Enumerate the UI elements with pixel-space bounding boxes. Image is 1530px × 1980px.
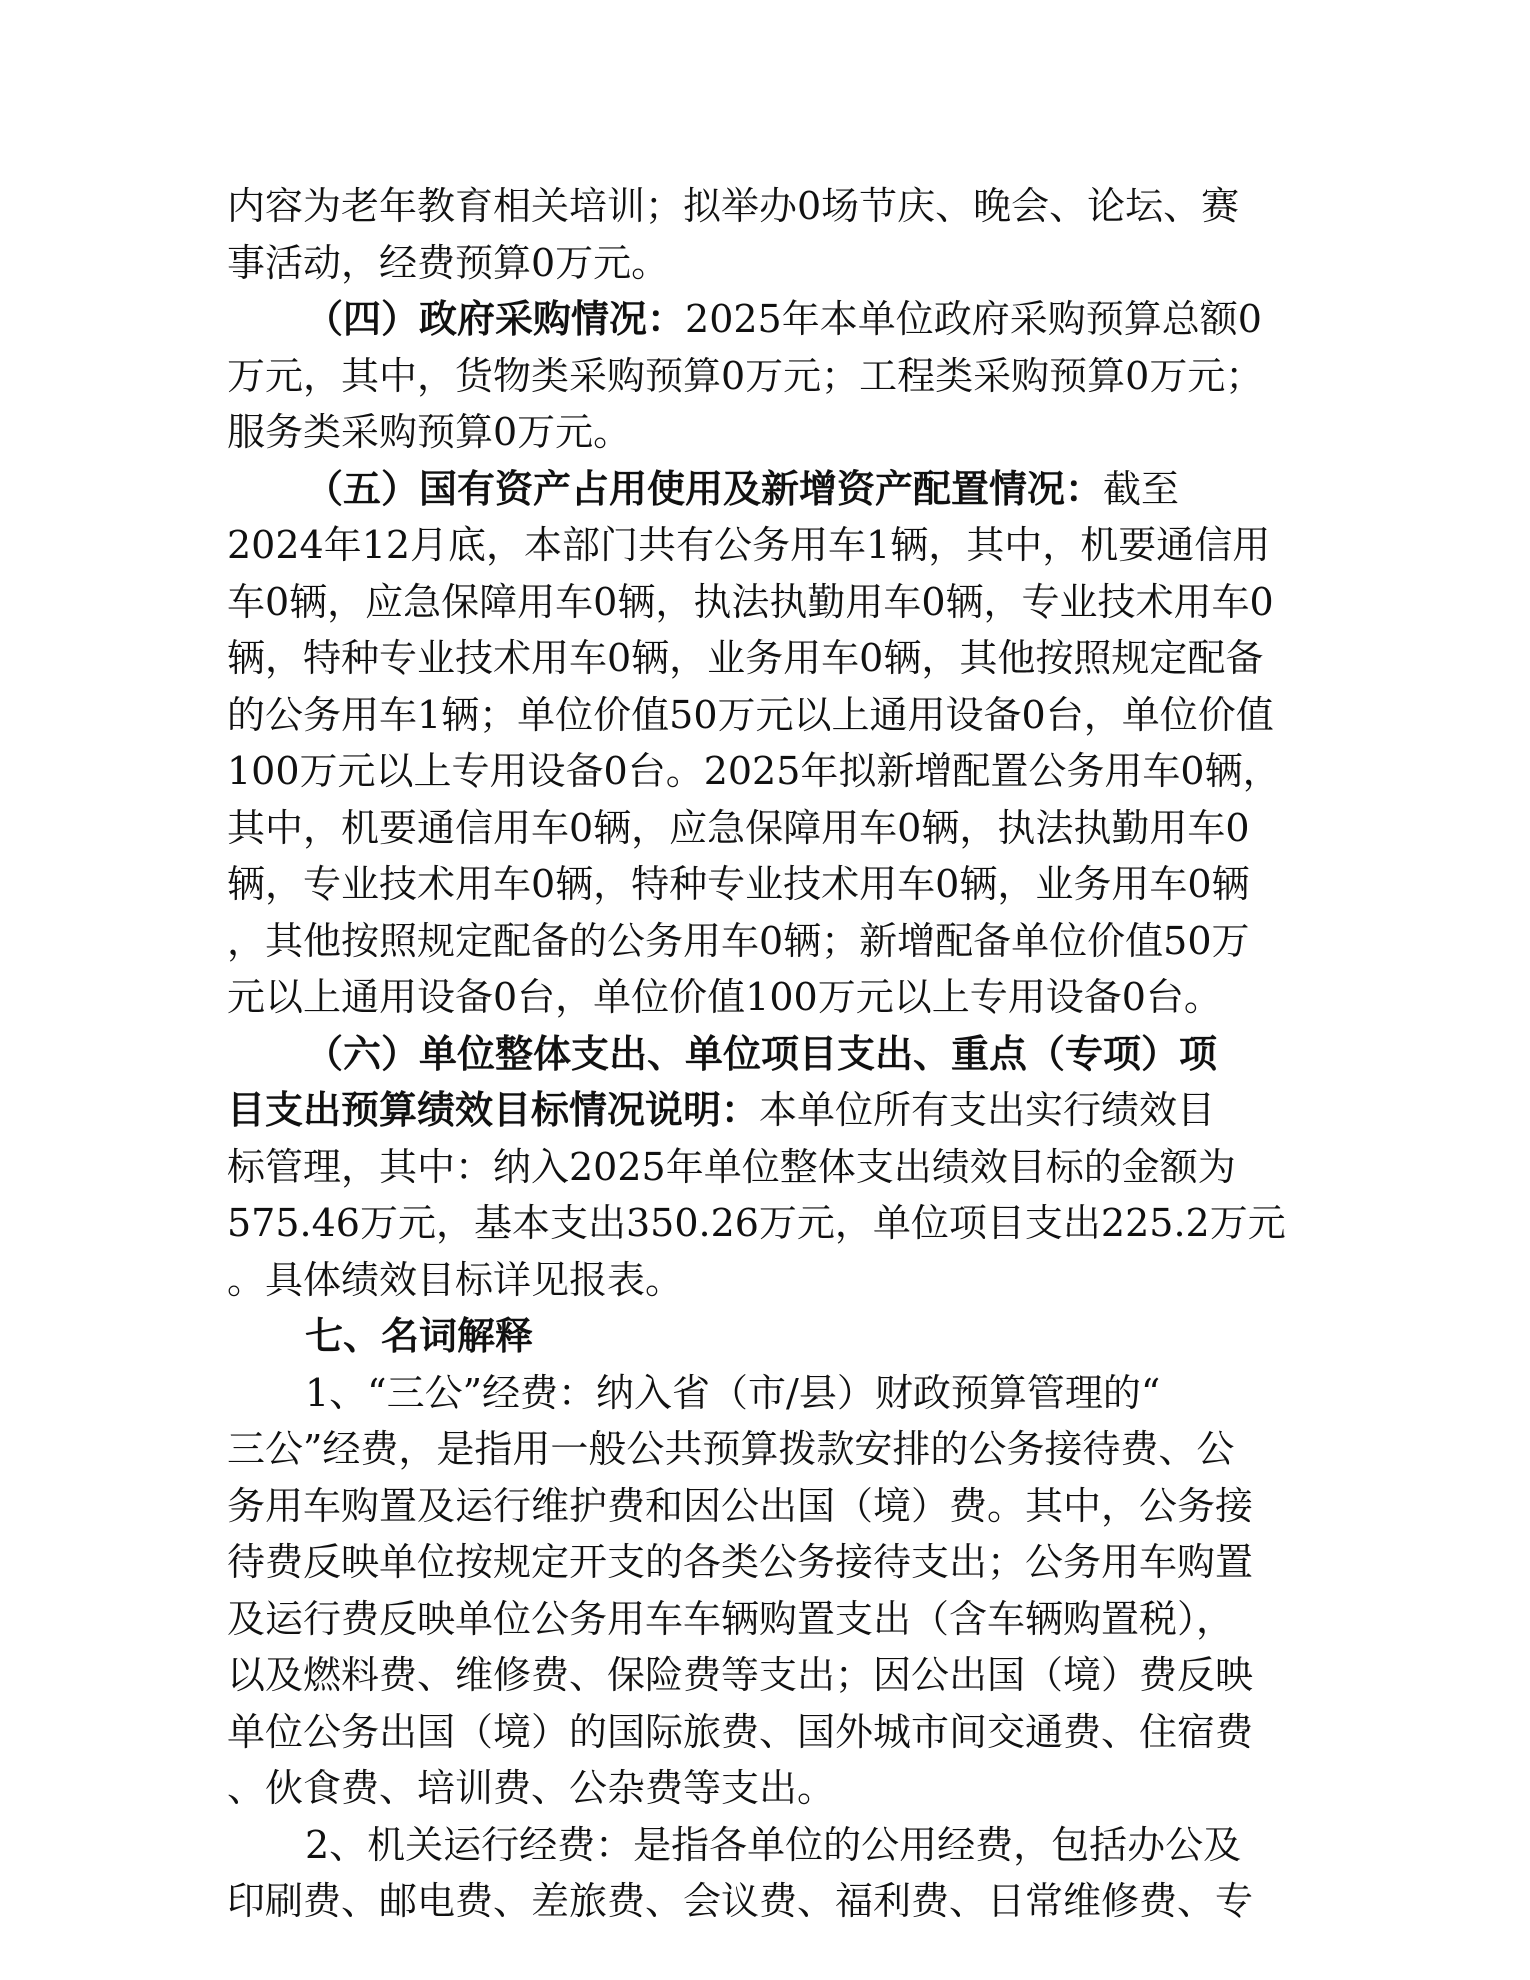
text-line [227,404,1303,461]
text-line [227,178,1303,235]
body-text: 内容为老年教育相关培训；拟举办0场节庆、晚会、论坛、赛 [227,184,1240,228]
bold-heading: 目支出预算绩效目标情况说明： [227,1087,760,1132]
text-line [227,1026,1303,1083]
bold-heading: （六）单位整体支出、单位项目支出、重点（专项）项 [305,1030,1218,1076]
text-line [227,1534,1303,1591]
text-line [227,235,1303,292]
body-text: 1、“三公”经费：纳入省（市/县）财政预算管理的“ [305,1370,1161,1415]
bold-heading: （五）国有资产占用使用及新增资产配置情况： [305,465,1104,511]
text-line [227,743,1303,800]
text-line [227,1252,1303,1309]
body-text: 事活动，经费预算0万元。 [227,240,670,285]
text-line [227,348,1303,405]
text-line [227,1421,1303,1478]
body-text: 万元，其中，货物类采购预算0万元；工程类采购预算0万元； [227,353,1264,398]
text-line [227,630,1303,687]
text-line [227,1478,1303,1535]
body-text: 印刷费、邮电费、差旅费、会议费、福利费、日常维修费、专 [227,1879,1254,1923]
text-line [227,1817,1303,1874]
text-line [227,291,1303,348]
body-text: 、伙食费、培训费、公杂费等支出。 [227,1766,836,1810]
body-text: 其中，机要通信用车0辆，应急保障用车0辆，执法执勤用车0 [227,805,1250,850]
body-text: 车0辆，应急保障用车0辆，执法执勤用车0辆，专业技术用车0 [227,579,1274,624]
text-line [227,1195,1303,1252]
text-line [227,1308,1303,1365]
document-page [227,178,1303,1930]
body-text: 2025年本单位政府采购预算总额0 [685,297,1262,341]
body-text: 单位公务出国（境）的国际旅费、国外城市间交通费、住宿费 [227,1709,1254,1754]
body-text: 2024年12月底，本部门共有公务用车1辆，其中，机要通信用 [227,523,1271,567]
text-line [227,856,1303,913]
text-line [227,800,1303,857]
bold-heading: （四）政府采购情况： [305,296,686,341]
body-text: ，其他按照规定配备的公务用车0辆；新增配备单位价值50万 [227,918,1250,963]
text-line [227,1704,1303,1761]
body-text: 截至 [1103,466,1180,511]
text-line [227,1365,1303,1422]
body-text: 三公”经费，是指用一般公共预算拨款安排的公务接待费、公 [227,1427,1235,1471]
text-line [227,574,1303,631]
text-line [227,461,1303,518]
text-line [227,517,1303,574]
body-text: 本单位所有支出实行绩效目 [759,1088,1216,1132]
text-line [227,1139,1303,1196]
body-text: 待费反映单位按规定开支的各类公务接待支出；公务用车购置 [227,1540,1254,1584]
text-line [227,913,1303,970]
text-line [227,687,1303,744]
text-line [227,1647,1303,1704]
body-text: 标管理，其中：纳入2025年单位整体支出绩效目标的金额为 [227,1144,1236,1189]
body-text: 及运行费反映单位公务用车车辆购置支出（含车辆购置税）， [227,1596,1235,1641]
body-text: 的公务用车1辆；单位价值50万元以上通用设备0台，单位价值 [227,692,1274,737]
text-line [227,1760,1303,1817]
body-text: 服务类采购预算0万元。 [227,410,632,454]
body-text: 辆，特种专业技术用车0辆，业务用车0辆，其他按照规定配备 [227,636,1264,680]
body-text: 以及燃料费、维修费、保险费等支出；因公出国（境）费反映 [227,1653,1254,1697]
body-text: 100万元以上专用设备0台。2025年拟新增配置公务用车0辆， [227,749,1281,793]
body-text: 2、机关运行经费：是指各单位的公用经费，包括办公及 [305,1822,1242,1867]
text-line [227,969,1303,1026]
body-text: 。具体绩效目标详见报表。 [227,1257,684,1302]
text-line [227,1591,1303,1648]
body-text: 575.46万元，基本支出350.26万元，单位项目支出225.2万元 [227,1201,1286,1245]
text-line [227,1082,1303,1139]
body-text: 务用车购置及运行维护费和因公出国（境）费。其中，公务接 [227,1483,1254,1528]
body-text: 元以上通用设备0台，单位价值100万元以上专用设备0台。 [227,975,1222,1019]
body-text: 辆，专业技术用车0辆，特种专业技术用车0辆，业务用车0辆 [227,862,1250,906]
bold-heading: 七、名词解释 [305,1313,534,1358]
text-line [227,1873,1303,1930]
